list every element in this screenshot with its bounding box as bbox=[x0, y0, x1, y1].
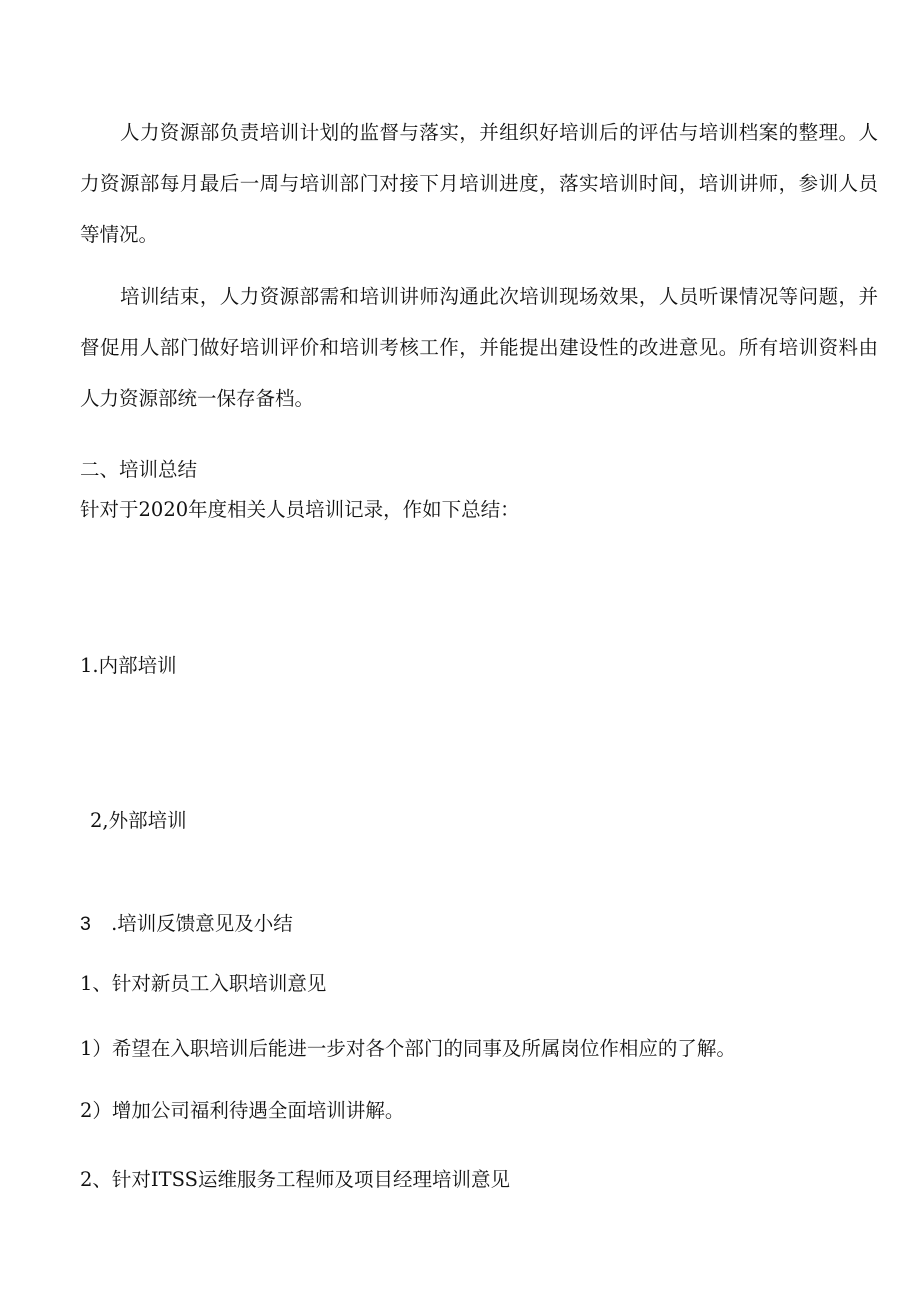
paragraph-hr-responsibility: 人力资源部负责培训计划的监督与落实，并组织好培训后的评估与培训档案的整理。人力资源部每月最后一周与培训部门对接下月培训进度，落实培训时间，培训讲师，参训人员等情况。 bbox=[80, 121, 878, 246]
section-heading-training-summary: 二、培训总结 bbox=[80, 458, 198, 481]
feedback-new-employee-point-1: 1）希望在入职培训后能进一步对各个部门的同事及所属岗位作相应的了解。 bbox=[80, 1037, 736, 1060]
feedback-new-employee-point-2: 2）增加公司福利待遇全面培训讲解。 bbox=[80, 1099, 405, 1122]
feedback-new-employee-heading: 1、针对新员工入职培训意见 bbox=[80, 972, 327, 995]
summary-intro: 针对于2020年度相关人员培训记录，作如下总结： bbox=[80, 498, 520, 521]
item-feedback-text: .培训反馈意见及小结 bbox=[111, 912, 293, 935]
item-feedback-number: 3 bbox=[80, 913, 91, 935]
item-feedback-summary bbox=[80, 911, 293, 937]
item-internal-training: 1.内部培训 bbox=[80, 654, 177, 677]
item-external-training: 2,外部培训 bbox=[90, 809, 187, 832]
feedback-itss-heading: 2、针对ITSS运维服务工程师及项目经理培训意见 bbox=[80, 1168, 510, 1191]
paragraph-training-end: 培训结束，人力资源部需和培训讲师沟通此次培训现场效果，人员听课情况等问题，并督促用人部门做好培训评价和培训考核工作，并能提出建设性的改进意见。所有培训资料由人力资源部统一保存备档。 bbox=[80, 285, 878, 410]
